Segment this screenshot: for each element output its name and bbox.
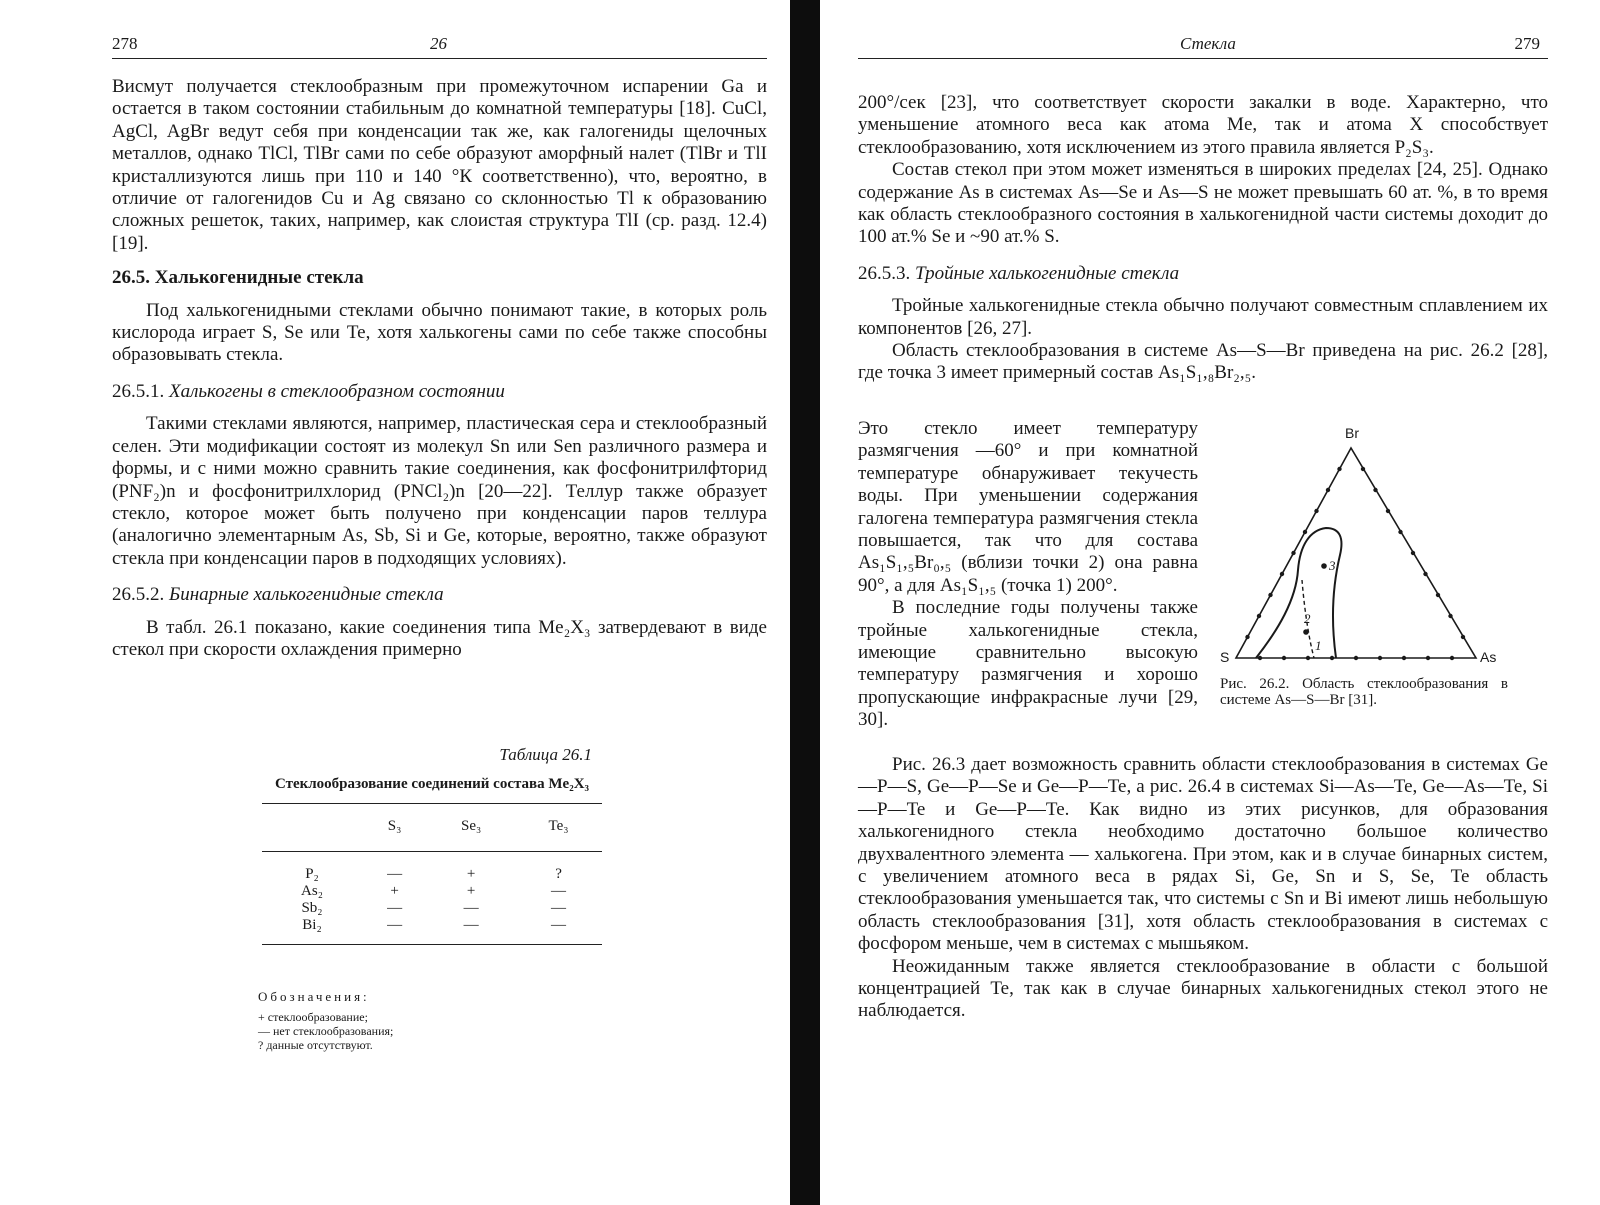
right-body-wrap [858,418,1198,732]
row-header: Sb₂ [301,900,323,916]
left-body [112,76,767,661]
table-cell: + [390,883,399,899]
figure-26-2 [1218,420,1508,720]
table-cell: — [463,900,479,916]
vertex-label-s: S [1220,649,1230,665]
table-cell: — [362,917,427,945]
point-3-label: 3 [1329,558,1336,573]
table-cell: + [466,883,476,899]
page-number-left: 278 [112,34,138,53]
table-cell: — [551,900,567,916]
paragraph: Тройные халькогенидные стекла обычно получают совместным сплавлением их компонентов [26, 27]. [858,295,1548,339]
left-running-head [112,34,767,59]
subsection-number: 26.5.2. [112,584,165,606]
paragraph: Такими стеклами являются, например, пластическая сера и стеклообразный селен. Эти модификации состоят из молекул Sn или Sen различного размера и формы, и с ними можно сравнить такие соединения, как фосфонитрилфторид (PNF₂)n и фосфонитрилхлорид (PNCl₂)n [20—22]. Теллур также образует стекло, которое может быть получено при конденсации паров теллура (аналогично элементарным As, Sb, Si и Ge, которые, вероятно, также образуют стекла при конденсации паров в подходящих условиях). [112,413,767,569]
subsection-heading [858,263,1548,285]
table-cell: — [427,917,515,945]
tick-dots [1245,467,1465,660]
table-row [262,852,602,884]
right-running-head [858,34,1548,59]
column-header: S₃ [362,804,427,852]
table-cell: — [387,866,403,882]
table-cell: — [551,883,567,899]
page-number-right: 279 [1514,34,1540,53]
triangle-outline [1236,448,1476,658]
paragraph: Область стеклообразования в системе As—S—Br приведена на рис. 26.2 [28], где точка 3 имеет примерный состав As₁S₁,₈Br₂,₅. [858,340,1548,384]
notes-title: Обозначения: [258,989,370,1004]
point-2-label: 2 [1304,611,1311,626]
table-cell: ? [555,866,562,882]
running-head-left: 26 [430,34,447,53]
table-row [262,900,602,917]
subsection-title: Халькогены в стеклообразном состоянии [169,380,505,402]
note-item: + стеклообразование; [258,1010,368,1024]
table-cell: + [466,866,476,882]
table-label: Таблица 26.1 [499,745,592,764]
subsection-heading [112,381,767,403]
running-head-right: Стекла [1180,34,1236,53]
subsection-heading [112,584,767,606]
point-2-marker [1303,629,1309,635]
point-1-label: 1 [1315,638,1322,653]
subsection-title: Бинарные халькогенидные стекла [169,584,444,606]
right-body-top [858,92,1548,385]
figure-caption: Рис. 26.2. Область стеклообразования в системе As—S—Br [31]. [1220,676,1508,708]
paragraph: Неожиданным также является стеклообразование в области с большой концентрацией Te, так как в случае бинарных халькогенидных стекол этого не наблюдается. [858,955,1548,1022]
paragraph: Это стекло имеет температуру размягчения —60° и при комнатной температуре обнаруживает текучесть воды. При уменьшении содержания галогена температура размягчения стекла повышается, так что для состава As₁S₁,₅Br₀,₅ (вблизи точки 2) она равна 90°, а для As₁S₁,₅ (точка 1) 200°. [858,418,1198,596]
left-page [0,0,790,1205]
vertex-label-br: Br [1345,425,1359,441]
table-26-1 [262,745,602,945]
paragraph: В последние годы получены также тройные халькогенидные стекла, имеющие сравнительно высокую температуру размягчения и хорошо пропускающие инфракрасные лучи [29, 30]. [858,597,1198,731]
note-item: — нет стеклообразования; [258,1024,394,1038]
table-notes [258,990,393,1052]
paragraph: Состав стекол при этом может изменяться в широких пределах [24, 25]. Однако содержание As в системах As—Se и As—S не может превышать 60 ат. %, в то время как область стеклообразного состояния в халькогенидной части системы доходит до 100 ат.% Se и ~90 ат.% S. [858,159,1548,248]
table-header-row [262,804,602,852]
row-header: Bi₂ [262,917,362,945]
row-header: P₂ [305,866,319,882]
column-header: Se₃ [427,804,515,852]
table-title: Стеклообразование соединений состава Me₂X₃ [274,776,590,792]
section-heading: 26.5. Халькогенидные стекла [112,267,364,289]
data-table [262,803,602,945]
glass-formation-boundary [1256,528,1341,658]
column-header [262,804,362,852]
subsection-title: Тройные халькогенидные стекла [915,262,1180,284]
point-3-marker [1321,563,1327,569]
paragraph: Под халькогенидными стеклами обычно понимают такие, в которых роль кислорода играет S, Se или Te, хотя халькогены сами по себе также способны образовывать стекла. [112,299,767,366]
subsection-number: 26.5.1. [112,380,165,402]
subsection-number: 26.5.3. [858,262,911,284]
ternary-diagram [1218,420,1508,680]
paragraph: Рис. 26.3 дает возможность сравнить области стеклообразования в системах Ge—P—S, Ge—P—Se и Ge—P—Te, а рис. 26.4 в системах Si—As—Te, Ge—As—Te, Si—P—Te и Ge—P—Te. Как видно из этих рисунков, для образования халькогенидного стекла необходимо достаточно большое количество двухвалентного элемента — халькогена. При этом, как и в случае бинарных систем, с увеличением атомного веса в рядах Si, Ge, Sn и S, Se, Te область стеклообразования уменьшается так, что системы с Sn и Bi имеют лишь небольшую область стеклообразования [31], хотя область стеклообразования в системах с фосфором меньше, чем в системах с мышьяком. [858,754,1548,955]
vertex-label-as: As [1480,649,1497,665]
paragraph: Висмут получается стеклообразным при промежуточном испарении Ga и остается в таком состоянии стабильным до комнатной температуры [18]. CuCl, AgCl, AgBr ведут себя при конденсации так же, как галогениды щелочных металлов, однако TlCl, TlBr сами по себе образуют аморфный налет (TlBr и TlI кристаллизуются лишь при 110 и 140 °К соответственно), что, вероятно, в отличие от галогенидов Cu и Ag связано со склонностью Tl к образованию сложных решеток, таких, например, как слоистая структура TlI (ср. разд. 12.4) [19]. [112,76,767,254]
table-cell: — [387,900,403,916]
table-row [262,917,602,945]
note-item: ? данные отсутствуют. [258,1038,373,1052]
table-row [262,883,602,900]
column-header: Te₃ [515,804,602,852]
book-spine-gutter [790,0,820,1205]
right-body-bottom [858,754,1548,1023]
paragraph: В табл. 26.1 показано, какие соединения типа Me₂X₃ затвердевают в виде стекол при скорости охлаждения примерно [112,616,767,660]
row-header: As₂ [301,883,323,899]
table-cell: — [515,917,602,945]
paragraph: 200°/сек [23], что соответствует скорости закалки в воде. Характерно, что уменьшение атомного веса как атома Me, так и атома X способствует стеклообразованию, хотя исключением из этого правила является P₂S₃. [858,92,1548,158]
